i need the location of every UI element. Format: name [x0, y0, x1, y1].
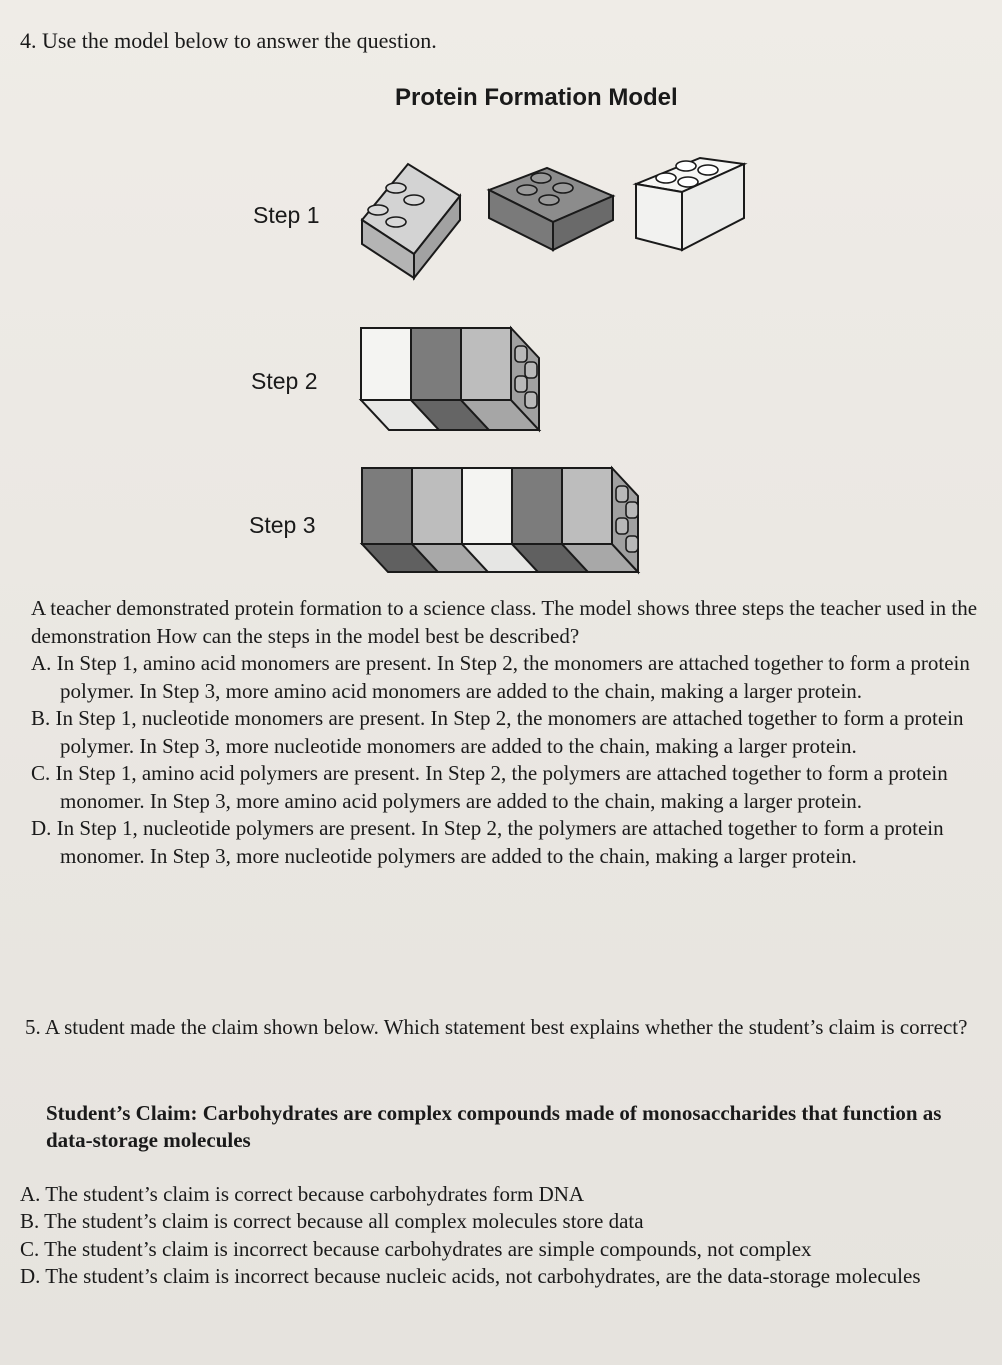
question-5-choice-a[interactable]: A. The student’s claim is correct because carbohydrates form DNA [20, 1182, 585, 1206]
question-5-choice-d[interactable]: D. The student’s claim is incorrect because nucleic acids, not carbohydrates, are the data-storage molecules [20, 1263, 921, 1288]
model-title: Protein Formation Model [395, 84, 678, 111]
question-5-choice-c[interactable]: C. The student’s claim is incorrect because carbohydrates are simple compounds, not complex [20, 1236, 812, 1261]
question-4-choices [31, 650, 981, 870]
step-1-white-brick [630, 150, 750, 258]
question-4-choice-a[interactable]: A. In Step 1, amino acid monomers are present. In Step 2, the monomers are attached together to form a protein polymer. In Step 3, more amino acid monomers are added to the chain, making a larger protein. [31, 651, 970, 703]
step-2-label: Step 2 [251, 368, 318, 394]
question-5-choices [20, 1181, 985, 1290]
question-4-header: 4. Use the model below to answer the question. [20, 28, 437, 53]
question-4-choice-d[interactable]: D. In Step 1, nucleotide polymers are present. In Step 2, the polymers are attached together to form a protein monomer. In Step 3, more nucleotide polymers are added to the chain, making a larger protein. [31, 816, 944, 868]
step-1-dark-gray-brick [483, 160, 619, 260]
step-1-label: Step 1 [253, 202, 320, 228]
step-2-joined-bricks [355, 322, 545, 438]
question-4-stem: A teacher demonstrated protein formation to a science class. The model shows three steps the teacher used in the demonstration How can the steps in the model best be described? [31, 596, 978, 648]
question-4-choice-c[interactable]: C. In Step 1, amino acid polymers are present. In Step 2, the polymers are attached together to form a protein monomer. In Step 3, more amino acid polymers are added to the chain, making a larger protein. [31, 761, 948, 813]
question-4-choice-b[interactable]: B. In Step 1, nucleotide monomers are present. In Step 2, the monomers are attached together to form a protein polymer. In Step 3, more nucleotide monomers are added to the chain, making a larger protein. [31, 706, 964, 758]
step-1-light-gray-brick [356, 150, 468, 282]
step-3-joined-bricks [358, 464, 644, 580]
question-5-header: 5. A student made the claim shown below. Which statement best explains whether the student’s claim is correct? [25, 1015, 968, 1039]
question-5-choice-b[interactable]: B. The student’s claim is correct because all complex molecules store data [20, 1209, 644, 1234]
student-claim: Student’s Claim: Carbohydrates are complex compounds made of monosaccharides that function as data-storage molecules [46, 1101, 942, 1152]
step-3-label: Step 3 [249, 512, 316, 538]
